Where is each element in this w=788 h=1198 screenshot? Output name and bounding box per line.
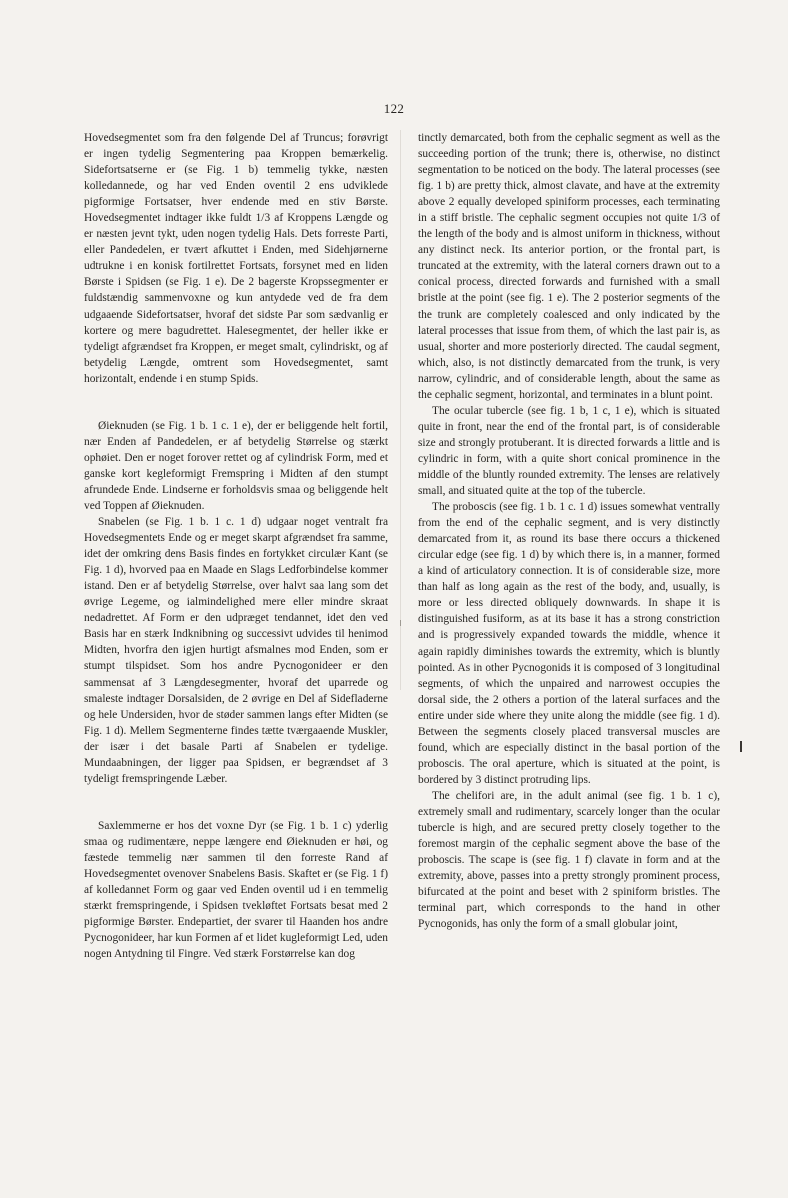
left-column-danish xyxy=(84,130,388,962)
right-paragraph: tinctly demarcated, both from the cephalic segment as well as the succeeding portion of the trunk; there is, otherwise, no distinct segmentation to be noticed on the body. The lateral processes (see fig. 1 b) are pretty thick, almost clavate, and have at the extremity above 2 equally developed spiniform processes, each terminating in a stiff bristle. The cephalic segment occupies not quite 1/3 of the length of the body and is almost uniform in thickness, without any distinct neck. Its anterior portion, or the frontal part, is truncated at the extremity, with the lateral corners drawn out to a conical process, directed forwards and furnished with a small bristle at the point (see fig. 1 e). The 2 posterior segments of the the trunk are completely coalesced and only indicated by the lateral processes that issue from them, of which the last pair is, as usual, shorter and more posteriorly directed. The caudal segment, which, also, is not distinctly demarcated from the trunk, is very narrow, cylindric, and of considerable length, about the same as the cephalic segment, horizontal, and terminates in a blunt point. xyxy=(418,132,720,401)
right-column-english xyxy=(418,130,720,932)
right-paragraph: The proboscis (see fig. 1 b. 1 c. 1 d) issues somewhat ventrally from the end of the cephalic segment, and is very distinctly demarcated from it, as round its base there occurs a thickened circular edge (see fig. 1 d) by which there is, in a manner, formed a kind of articulatory connection. It is of considerable size, more than half as long again as the rest of the body, and, usually, is more or less directed obliquely downwards. In shape it is distinguished fusiform, as at its base it has a strong constriction and is progressively expanded towards the middle, whence it again rapidly diminishes towards the extremity, which is bluntly pointed. As in other Pycnogonids it is composed of 3 longitudinal segments, of which the unpaired and narrowest occupies the dorsal side, the 2 others a portion of the lateral surfaces and the entire under side where they unite along the middle (see fig. 1 d). Between the segments closely placed transversal muscles are found, which are especially distinct in the basal portion of the proboscis. The oral aperture, which is situated at the point, is bordered by 3 distinct protruding lips. xyxy=(418,501,720,786)
left-paragraph: Øieknuden (se Fig. 1 b. 1 c. 1 e), der er beliggende helt fortil, nær Enden af Pandedelen, er af betydelig Størrelse og stærkt ophøiet. Den er noget forover rettet og af cylindrisk Form, med et ganske kort kegleformigt Fremspring i Midten af den stumpt afrundede Ende. Lindserne er forholdsvis smaa og beliggende helt ved Toppen af Øieknuden. xyxy=(84,419,388,512)
right-paragraph: The ocular tubercle (see fig. 1 b, 1 c, 1 e), which is situated quite in front, near the end of the frontal part, is of considerable size and strongly protuberant. It is directed forwards a little and is cylindric in form, with a quite short conical prominence in the middle of the bluntly rounded extremity. The lenses are relatively small, and situated quite at the top of the tubercle. xyxy=(418,404,720,498)
page-number: 122 xyxy=(383,101,405,116)
left-paragraph: Hovedsegmentet som fra den følgende Del af Truncus; forøvrigt er ingen tydelig Segmentering paa Kroppen bemærkelig. Sidefortsatserne er (se Fig. 1 b) temmelig tykke, næsten kolledannede, og har ved Enden oventil 2 ens udviklede pigformige Fortsatser, hver endende med en stiv Børste. Hovedsegmentet indtager ikke fuldt 1/3 af Kroppens Længde og er næsten jevnt tykt, uden nogen tydelig Hals. Dets forreste Parti, eller Pandedelen, er tvært afkuttet i Enden, med Sidehjørnerne udtrukne i en konisk fortilrettet Fortsats, forsynet med en liden Børste i Spidsen (se Fig. 1 e). De 2 bagerste Kropssegmenter er fuldstændig sammenvoxne og kun antydede ved de fra dem udgaaende Sidefortsatser, hvoraf det sidste Par som sædvanlig er kortere og mere bagudrettet. Halesegmentet, der heller ikke er tydeligt afgrændset fra Kroppen, er meget smalt, cylindriskt, og af betydelig Længde, omtrent som Hovedsegmentet, samt horizontalt, endende i en stump Spids. xyxy=(84,132,388,385)
left-paragraph: Saxlemmerne er hos det voxne Dyr (se Fig. 1 b. 1 c) yderlig smaa og rudimentære, neppe længere end Øieknuden er høi, og fæstede temmelig nær sammen til den forreste Rand af Hovedsegmentet ovenover Snabelens Basis. Skaftet er (se Fig. 1 f) af kolledannet Form og gaar ved Enden oventil ud i en temmelig stærkt fremspringende, i Spidsen tvekløftet Fortsats besat med 2 pigformige Børster. Endepartiet, der svarer til Haanden hos andre Pycnogonideer, har kun Formen af et lidet kugleformigt Led, uden nogen Antydning til Fingre. Ved stærk Forstørrelse kan dog xyxy=(84,819,388,961)
right-paragraph: The chelifori are, in the adult animal (see fig. 1 b. 1 c), extremely small and rudimentary, scarcely longer than the ocular tubercle is high, and are secured pretty closely together to the foremost margin of the cephalic segment above the base of the proboscis. The scape is (see fig. 1 f) clavate in form and at the extremity, above, passes into a pretty strongly prominent process, bifurcated at the point and beset with 2 spiniform bristles. The terminal part, which corresponds to the hand in other Pycnogonids, has only the form of a small globular joint, xyxy=(418,789,720,931)
column-divider xyxy=(400,130,401,690)
divider-mark xyxy=(400,620,401,626)
left-paragraph: Snabelen (se Fig. 1 b. 1 c. 1 d) udgaar noget ventralt fra Hovedsegmentets Ende og er meget skarpt afgrændset fra samme, idet der omkring dens Basis findes en fortykket circulær Kant (se Fig. 1 d), hvorved paa en Maade en Slags Ledforbindelse kommer istand. Den er af betydelig Størrelse, over halvt saa lang som det øvrige Legeme, og ialmindelighed mere eller mindre skraat nedadrettet. Af Form er den udpræget tendannet, idet den ved Basis har en stærk Indknibning og successivt udvides til henimod Midten, hvorfra den igjen hurtigt afsmalnes mod Enden, som er stumpt tilspidset. Som hos andre Pycnogonideer er den sammensat af 3 Længdesegmenter, hvoraf det uparrede og smaleste indtager Dorsalsiden, de 2 øvrige en Del af Sidefladerne og hele Undersiden, hvor de støder sammen langs efter Midten (se Fig. 1 d). Mellem Segmenterne findes tætte tværgaaende Muskler, der især i det basale Parti af Snabelen er tydelige. Mundaabningen, der ligger paa Spidsen, er begrændset af 3 tydeligt fremspringende Læber. xyxy=(84,516,388,785)
print-speck xyxy=(740,741,742,752)
